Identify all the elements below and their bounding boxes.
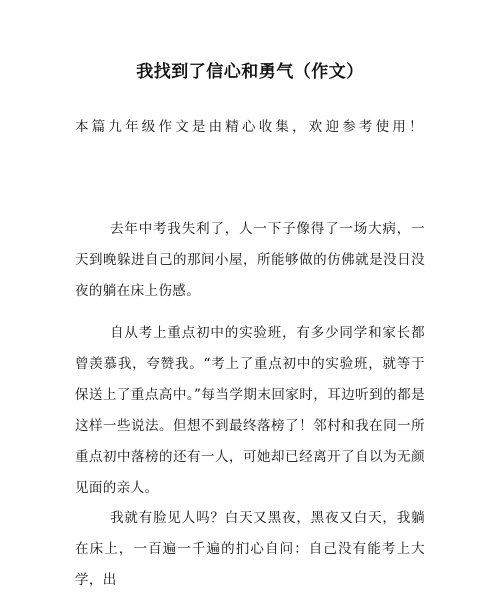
document-intro: 本篇九年级作文是由精心收集，欢迎参考使用！ — [75, 119, 426, 135]
paragraph-1: 去年中考我失利了，人一下子像得了一场大病，一天到晚躲进自己的那间小屋，所能够做的仿佛就是没日没夜的躺在床上伤感。 — [75, 221, 425, 299]
document-title: 我找到了信心和勇气（作文） — [136, 62, 364, 82]
paragraph-2: 自从考上重点初中的实验班，有多少同学和家长都曾羡慕我，夸赞我。“考上了重点初中的实验班，就等于保送上了重点高中。”每当学期末回家时，耳边听到的都是这样一些说法。但想不到最终落榜了！邻村和我在同一所重点初中落榜的还有一人，可她却已经离开了自以为无颜见面的亲人。 — [75, 325, 425, 496]
paragraph-3: 我就有脸见人吗？白天又黑夜，黑夜又白天，我躺在床上，一百遍一千遍的扪心自问：自己没有能考上大学，出 — [75, 510, 425, 588]
